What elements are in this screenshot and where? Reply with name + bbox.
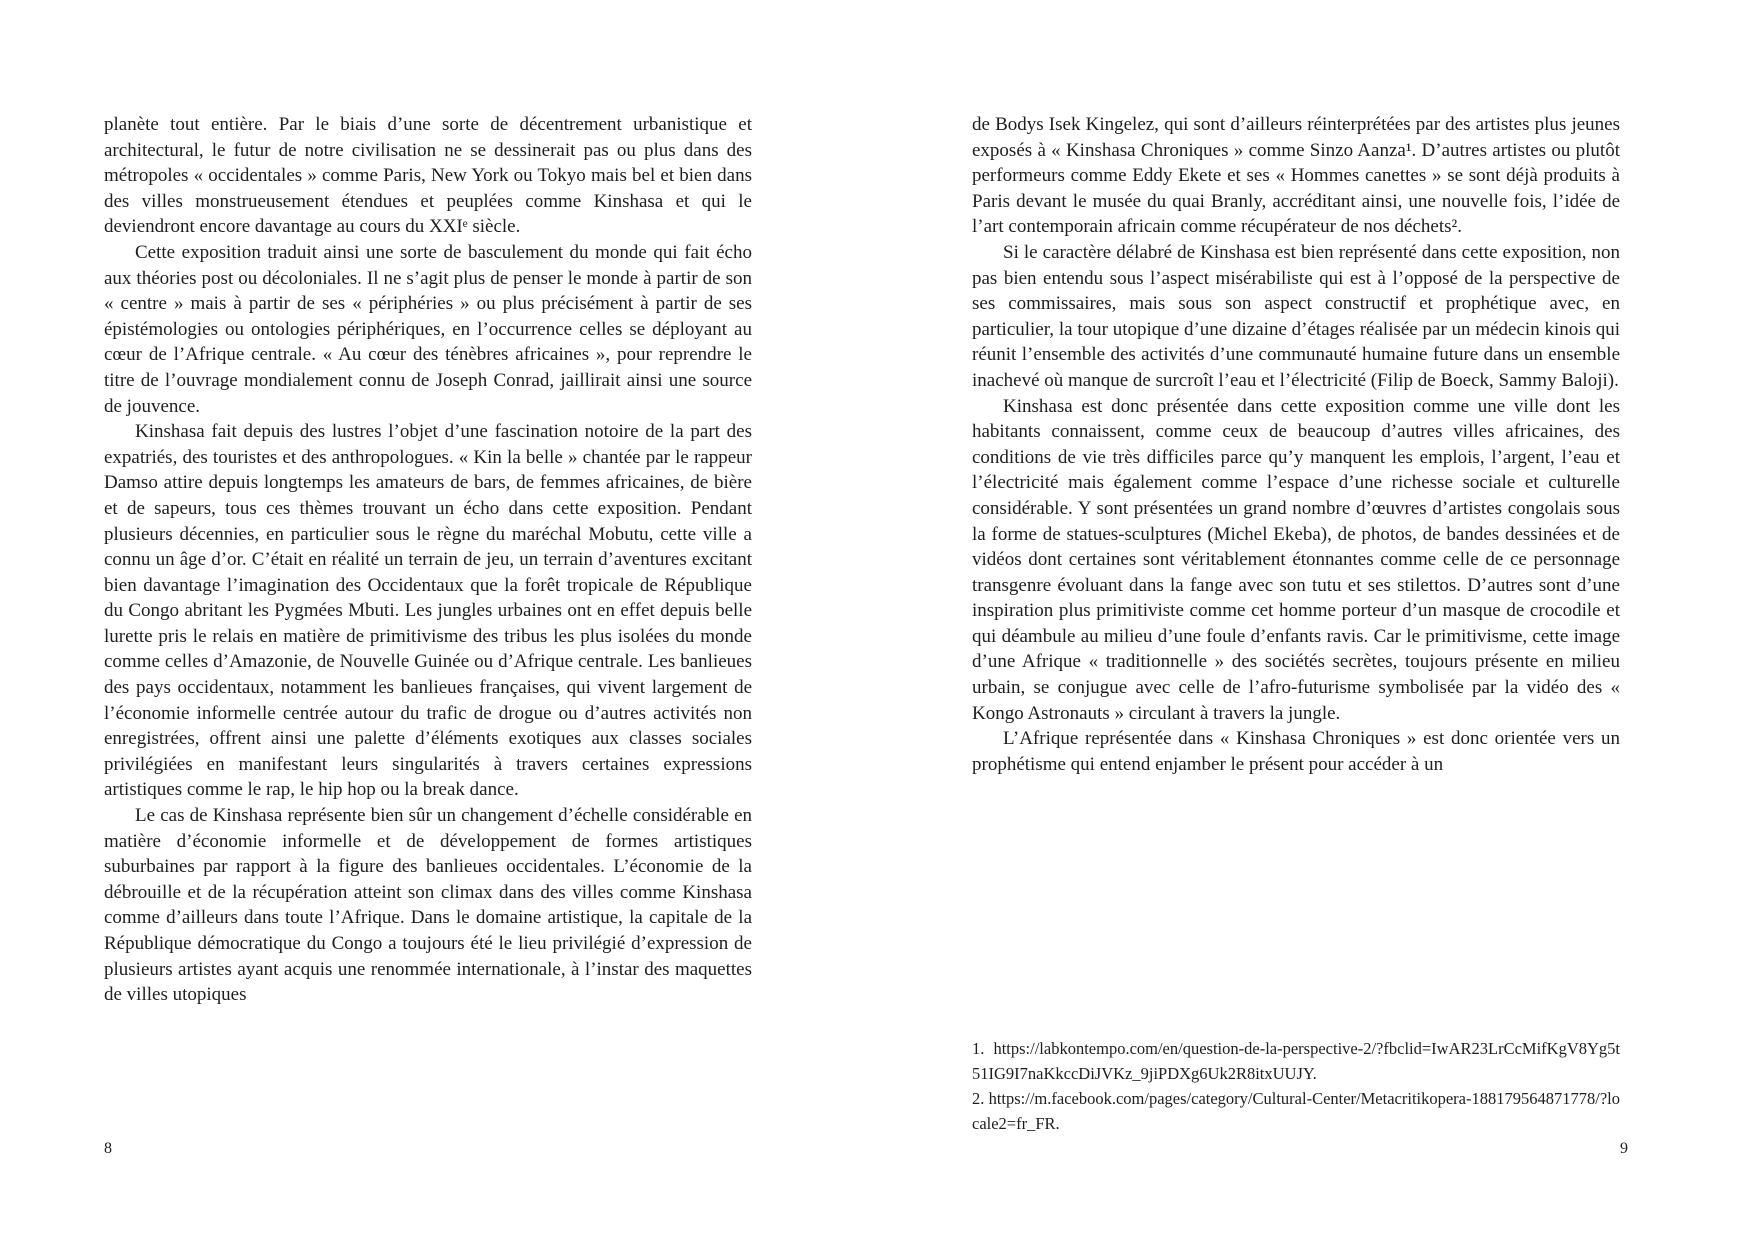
- paragraph: planète tout entière. Par le biais d’une sorte de décentrement urbanistique et architectural, le futur de notre civilisation ne se dessinerait pas ou plus dans des métropoles « occidentales » comme Paris, New York ou Tokyo mais bel et bien dans des villes monstrueusement étendues et peuplées comme Kinshasa et qui le deviendront encore davantage au cours du XXIᵉ siècle.: [104, 114, 752, 238]
- paragraph: Kinshasa est donc présentée dans cette exposition comme une ville dont les habitants connaissent, comme ceux de beaucoup d’autres villes africaines, des conditions de vie très difficiles parce qu’y manquent les emplois, l’argent, l’eau et l’électricité mais également comme l’espace d’une richesse sociale et culturelle considérable. Y sont présentées un grand nombre d’œuvres d’artistes congolais sous la forme de statues-sculptures (Michel Ekeba), de photos, de bandes dessinées et de vidéos dont certaines sont véritablement étonnantes comme celle de ce personnage transgenre évoluant dans la fange avec son tutu et ses stilettos. D’autres sont d’une inspiration plus primitiviste comme cet homme porteur d’un masque de crocodile et qui déambule au milieu d’une foule d’enfants ravis. Car le primitivisme, cette image d’une Afrique « traditionnelle » des sociétés secrètes, toujours présente en milieu urbain, se conjugue avec celle de l’afro-futurisme symbolisée par la vidéo des « Kongo Astronauts » circulant à travers la jungle.: [972, 395, 1620, 724]
- paragraph: L’Afrique représentée dans « Kinshasa Chroniques » est donc orientée vers un prophétisme qui entend enjamber le présent pour accéder à un: [972, 728, 1620, 775]
- page-9-text-column: [972, 112, 1620, 777]
- paragraph: Cette exposition traduit ainsi une sorte de basculement du monde qui fait écho aux théories post ou décoloniales. Il ne s’agit plus de penser le monde à partir de son « centre » mais à partir de ses « périphéries » ou plus précisément à partir de ses épistémologies ou ontologies périphériques, en l’occurrence celles se déployant au cœur de l’Afrique centrale. « Au cœur des ténèbres africaines », pour reprendre le titre de l’ouvrage mondialement connu de Joseph Conrad, jaillirait ainsi une source de jouvence.: [104, 241, 752, 417]
- page-number-right: 9: [1620, 1140, 1628, 1157]
- paragraph: Kinshasa fait depuis des lustres l’objet d’une fascination notoire de la part des expatriés, des touristes et des anthropologues. « Kin la belle » chantée par le rappeur Damso attire depuis longtemps les amateurs de bars, de femmes africaines, de bière et de sapeurs, tous ces thèmes trouvant un écho dans cette exposition. Pendant plusieurs décennies, en particulier sous le règne du maréchal Mobutu, cette ville a connu un âge d’or. C’était en réalité un terrain de jeu, un terrain d’aventures excitant bien davantage l’imagination des Occidentaux que la forêt tropicale de République du Congo abritant les Pygmées Mbuti. Les jungles urbaines ont en effet depuis belle lurette pris le relais en matière de primitivisme des tribus les plus isolées du monde comme celles d’Amazonie, de Nouvelle Guinée ou d’Afrique centrale. Les banlieues des pays occidentaux, notamment les banlieues françaises, qui vivent largement de l’économie informelle centrée autour du trafic de drogue ou d’autres activités non enregistrées, offrent ainsi une palette d’éléments exotiques aux classes sociales privilégiées en manifestant leurs singularités à travers certaines expressions artistiques comme le rap, le hip hop ou la break dance.: [104, 421, 752, 801]
- paragraph: Si le caractère délabré de Kinshasa est bien représenté dans cette exposition, non pas bien entendu sous l’aspect misérabiliste qui est à l’opposé de la perspective de ses commissaires, mais sous son aspect constructif et prophétique avec, en particulier, la tour utopique d’une dizaine d’étages réalisée par un médecin kinois qui réunit l’ensemble des activités d’une communauté humaine future dans un ensemble inachevé où manque de surcroît l’eau et l’électricité (Filip de Boeck, Sammy Baloji).: [972, 241, 1620, 391]
- page-8-text-column: [104, 112, 752, 1008]
- paragraph: de Bodys Isek Kingelez, qui sont d’ailleurs réinterprétées par des artistes plus jeunes exposés à « Kinshasa Chroniques » comme Sinzo Aanza¹. D’autres artistes ou plutôt performeurs comme Eddy Ekete et ses « Hommes canettes » se sont déjà produits à Paris devant le musée du quai Branly, accréditant ainsi, une nouvelle fois, l’idée de l’art contemporain africain comme récupérateur de nos déchets².: [972, 114, 1620, 238]
- paragraph: Le cas de Kinshasa représente bien sûr un changement d’échelle considérable en matière d’économie informelle et de développement de formes artistiques suburbaines par rapport à la figure des banlieues occidentales. L’économie de la débrouille et de la récupération atteint son climax dans des villes comme Kinshasa comme d’ailleurs dans toute l’Afrique. Dans le domaine artistique, la capitale de la République démocratique du Congo a toujours été le lieu privilégié d’expression de plusieurs artistes ayant acquis une renommée internationale, à l’instar des maquettes de villes utopiques: [104, 805, 752, 1006]
- page-number-left: 8: [104, 1140, 112, 1157]
- footnote: 2. https://m.facebook.com/pages/category/Cultural-Center/Metacritikopera-188179564871778/?locale2=fr_FR.: [972, 1089, 1620, 1133]
- footnote: 1. https://labkontempo.com/en/question-de-la-perspective-2/?fbclid=IwAR23LrCcMifKgV8Yg5t51IG9I7naKkccDiJVKz_9jiPDXg6Uk2R8itxUUJY.: [972, 1039, 1620, 1083]
- footnotes: [972, 1036, 1620, 1136]
